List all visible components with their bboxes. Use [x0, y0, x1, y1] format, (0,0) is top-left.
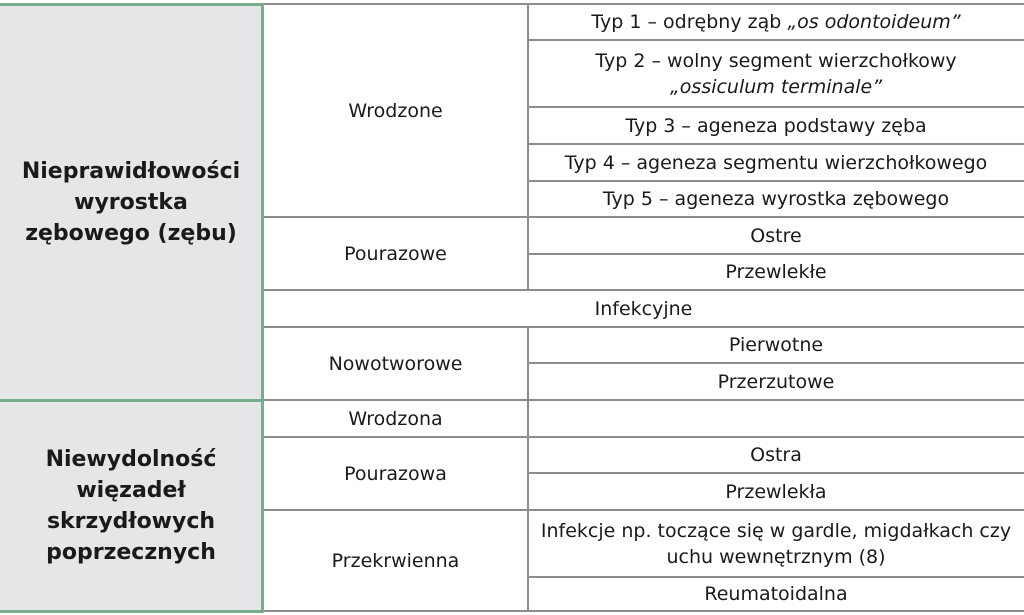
item-wrodzona-empty — [528, 401, 1024, 437]
item-typ-4: Typ 4 – ageneza segmentu wierzchołkowego — [564, 151, 988, 174]
item-reumatoidalna: Reumatoidalna — [704, 583, 848, 605]
subgroup-wrodzone: Wrodzone — [348, 99, 443, 122]
divider — [528, 576, 1024, 578]
divider — [262, 436, 1024, 438]
item-typ-3: Typ 3 – ageneza podstawy zęba — [625, 114, 927, 137]
item-przewlekla: Przewlekła — [725, 480, 827, 503]
divider — [0, 399, 264, 402]
divider — [262, 326, 1024, 328]
item-pierwotne: Pierwotne — [728, 334, 824, 356]
category-odontoid-abnormalities: Nieprawidłowości wyrostka zębowego (zębu) — [0, 4, 262, 400]
subgroup-przekrwienna: Przekrwienna — [331, 549, 460, 572]
divider — [262, 509, 1024, 511]
divider — [262, 3, 1024, 5]
item-infekcje: Infekcje np. toczące się w gardle, migdałkach czy uchu wewnętrznym (8) — [540, 519, 1012, 568]
divider — [262, 399, 1024, 401]
divider — [527, 326, 529, 612]
item-przewlekle: Przewlekłe — [725, 261, 827, 283]
divider — [528, 143, 1024, 145]
divider — [528, 180, 1024, 182]
subgroup-pourazowa: Pourazowa — [344, 462, 447, 485]
item-typ-5: Typ 5 – ageneza wyrostka zębowego — [602, 188, 950, 210]
divider — [528, 362, 1024, 364]
divider — [0, 610, 264, 613]
divider — [528, 472, 1024, 474]
divider — [262, 610, 1024, 612]
item-typ-1: Typ 1 – odrębny ząb „os odontoideum” — [591, 11, 961, 33]
divider — [528, 106, 1024, 108]
divider — [262, 289, 1024, 291]
category-ligament-insufficiency: Niewydolność więzadeł skrzydłowych poprzecznych — [0, 401, 262, 611]
divider — [261, 3, 264, 613]
item-ostra: Ostra — [750, 444, 802, 466]
item-przerzutowe: Przerzutowe — [717, 370, 835, 393]
subgroup-pourazowe: Pourazowe — [344, 242, 447, 265]
subgroup-infekcyjne: Infekcyjne — [594, 297, 693, 320]
divider — [528, 253, 1024, 255]
subgroup-nowotworowe: Nowotworowe — [328, 352, 463, 375]
divider — [262, 216, 1024, 218]
item-ostre: Ostre — [750, 224, 802, 247]
divider — [528, 39, 1024, 41]
subgroup-wrodzona: Wrodzona — [348, 408, 443, 430]
item-typ-2: Typ 2 – wolny segment wierzchołkowy „ossiculum terminale” — [595, 49, 957, 98]
divider — [0, 3, 264, 6]
divider — [527, 3, 529, 290]
